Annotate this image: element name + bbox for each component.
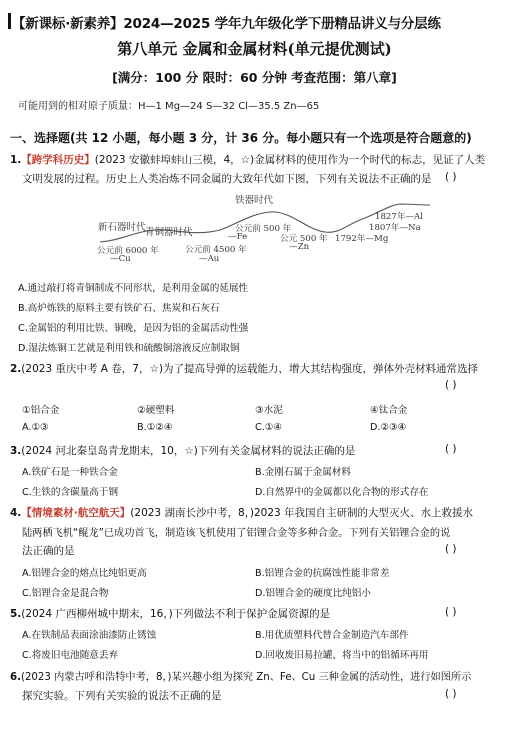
label-cu: 公元前 6000 年 <box>97 246 159 256</box>
option-d[interactable]: D.自然界中的金属都以化合物的形式存在 <box>255 487 429 498</box>
question-4-line1 <box>10 505 473 520</box>
label-mg: 1792年—Mg <box>335 234 389 244</box>
question-6-line2: 探究实验。下列有关实验的说法不正确的是 <box>22 690 222 702</box>
question-1-line2: 文明发展的过程。历史上人类冶炼不同金属的大致年代如下图，下列有关说法不正确的是 <box>22 173 432 185</box>
era-bronze: 青铜器时代 <box>145 227 193 238</box>
section-heading: 一、选择题(共 12 小题，每小题 3 分，计 36 分。每小题只有一个选项是符合题意的) <box>10 131 472 145</box>
item-1: ①铝合金 <box>22 405 60 416</box>
unit-title: 第八单元 金属和金属材料(单元提优测试) <box>117 40 392 58</box>
answer-blank: ( ) <box>445 171 457 183</box>
label-cu-element: —Cu <box>110 254 131 264</box>
exam-meta: [满分：100 分 限时：60 分钟 考查范围：第八章] <box>112 70 397 85</box>
option-d[interactable]: D.回收废旧易拉罐，将当中的铝循环再用 <box>255 650 429 661</box>
item-3: ③水泥 <box>255 405 283 416</box>
item-2: ②硬塑料 <box>137 405 175 416</box>
question-4-line2: 陆两栖飞机“鲲龙”已成功首飞，制造该飞机使用了铝锂合金等多种合金。下列有关铝锂合金的说 <box>22 528 451 539</box>
option-b[interactable]: B.用优质塑料代替合金制造汽车部件 <box>255 630 409 641</box>
option-d[interactable]: D.铝锂合金的硬度比纯铝小 <box>255 588 371 599</box>
header-title: 【新课标·新素养】2024—2025 学年九年级化学下册精品讲义与分层练 <box>12 16 441 32</box>
option-c[interactable]: C.铝锂合金是混合物 <box>22 588 109 599</box>
option-b[interactable]: B.①②④ <box>137 422 173 433</box>
option-a[interactable]: A.铁矿石是一种铁合金 <box>22 467 118 478</box>
question-number: 3. <box>10 445 22 457</box>
question-text: (2023 内蒙古呼和浩特中考，8，)某兴趣小组为探究 Zn、Fe、Cu 三种金属的活动性，进行如图所示 <box>20 672 472 683</box>
question-tag: 【跨学科历史】 <box>21 154 95 166</box>
question-number: 2. <box>10 363 22 375</box>
question-text: (2023 湖南长沙中考，8，)2023 年我国自主研制的大型灭火、水上救援水 <box>130 507 474 519</box>
question-3-line1 <box>10 443 355 458</box>
option-c[interactable]: C.①④ <box>255 422 282 433</box>
option-a[interactable]: A.通过敲打将青铜制成不同形状，是利用金属的延展性 <box>18 283 249 294</box>
era-iron: 铁器时代 <box>235 195 274 206</box>
question-number: 4. <box>10 507 22 519</box>
question-text: (2024 广西柳州城中期末，16，)下列做法不利于保护金属资源的是 <box>21 608 331 620</box>
option-b[interactable]: B.金刚石属于金属材料 <box>255 467 351 478</box>
question-text: (2023 重庆中考 A 卷，7，☆)为了提高导弹的运载能力，增大其结构强度，弹体外壳材料通常选择 <box>21 363 478 375</box>
option-b[interactable]: B.高炉炼铁的原料主要有铁矿石、焦炭和石灰石 <box>18 303 220 314</box>
question-number: 6. <box>10 672 21 683</box>
answer-blank: ( ) <box>445 443 457 455</box>
question-tag: 【情境素材·航空航天】 <box>21 507 131 519</box>
label-zn-element: —Zn <box>289 242 310 252</box>
label-na: 1807年—Na <box>369 223 421 233</box>
metal-timeline-figure <box>85 190 435 260</box>
option-b[interactable]: B.铝锂合金的抗腐蚀性能非常差 <box>255 568 390 579</box>
atomic-masses: 可能用到的相对原子质量：H—1 Mg—24 S—32 Cl—35.5 Zn—65 <box>18 101 320 112</box>
option-a[interactable]: A.在铁制品表面涂油漆防止锈蚀 <box>22 630 157 641</box>
question-5-line1 <box>10 606 330 621</box>
answer-blank: ( ) <box>445 543 457 555</box>
question-6-line1 <box>10 668 471 683</box>
label-au-element: —Au <box>199 254 220 264</box>
option-c[interactable]: C.金属铝的利用比铁、铜晚，是因为铝的金属活动性强 <box>18 323 249 334</box>
label-fe: 公元前 500 年 <box>235 224 292 234</box>
question-4-line3: 法正确的是 <box>22 545 75 557</box>
option-a[interactable]: A.①③ <box>22 422 49 433</box>
answer-blank: ( ) <box>445 606 457 618</box>
header-accent-bar <box>8 13 11 29</box>
question-text: (2023 安徽蚌埠蚌山三模，4，☆)金属材料的使用作为一个时代的标志，见证了人类 <box>94 154 486 166</box>
option-c[interactable]: C.将废旧电池随意丢弃 <box>22 650 119 661</box>
question-2-line1 <box>10 361 478 376</box>
label-au: 公元前 4500 年 <box>185 245 247 255</box>
question-number: 1. <box>10 154 22 166</box>
option-d[interactable]: D.②③④ <box>370 422 407 433</box>
label-zn: 公元 500 年 <box>280 234 328 244</box>
era-stone: 新石器时代 <box>98 222 146 233</box>
option-a[interactable]: A.铝锂合金的熔点比纯铝更高 <box>22 568 147 579</box>
label-fe-element: —Fe <box>228 232 248 242</box>
question-1-line1 <box>10 152 485 167</box>
item-4: ④钛合金 <box>370 405 408 416</box>
answer-blank: ( ) <box>445 688 457 700</box>
question-number: 5. <box>10 608 22 620</box>
question-text: (2024 河北秦皇岛青龙期末，10，☆)下列有关金属材料的说法正确的是 <box>21 445 356 457</box>
option-c[interactable]: C.生铁的含碳量高于钢 <box>22 487 119 498</box>
label-al: 1827年—Al <box>375 212 424 222</box>
answer-blank: ( ) <box>445 379 457 391</box>
option-d[interactable]: D.湿法炼铜工艺就是利用铁和硫酸铜溶液反应制取铜 <box>18 343 240 354</box>
